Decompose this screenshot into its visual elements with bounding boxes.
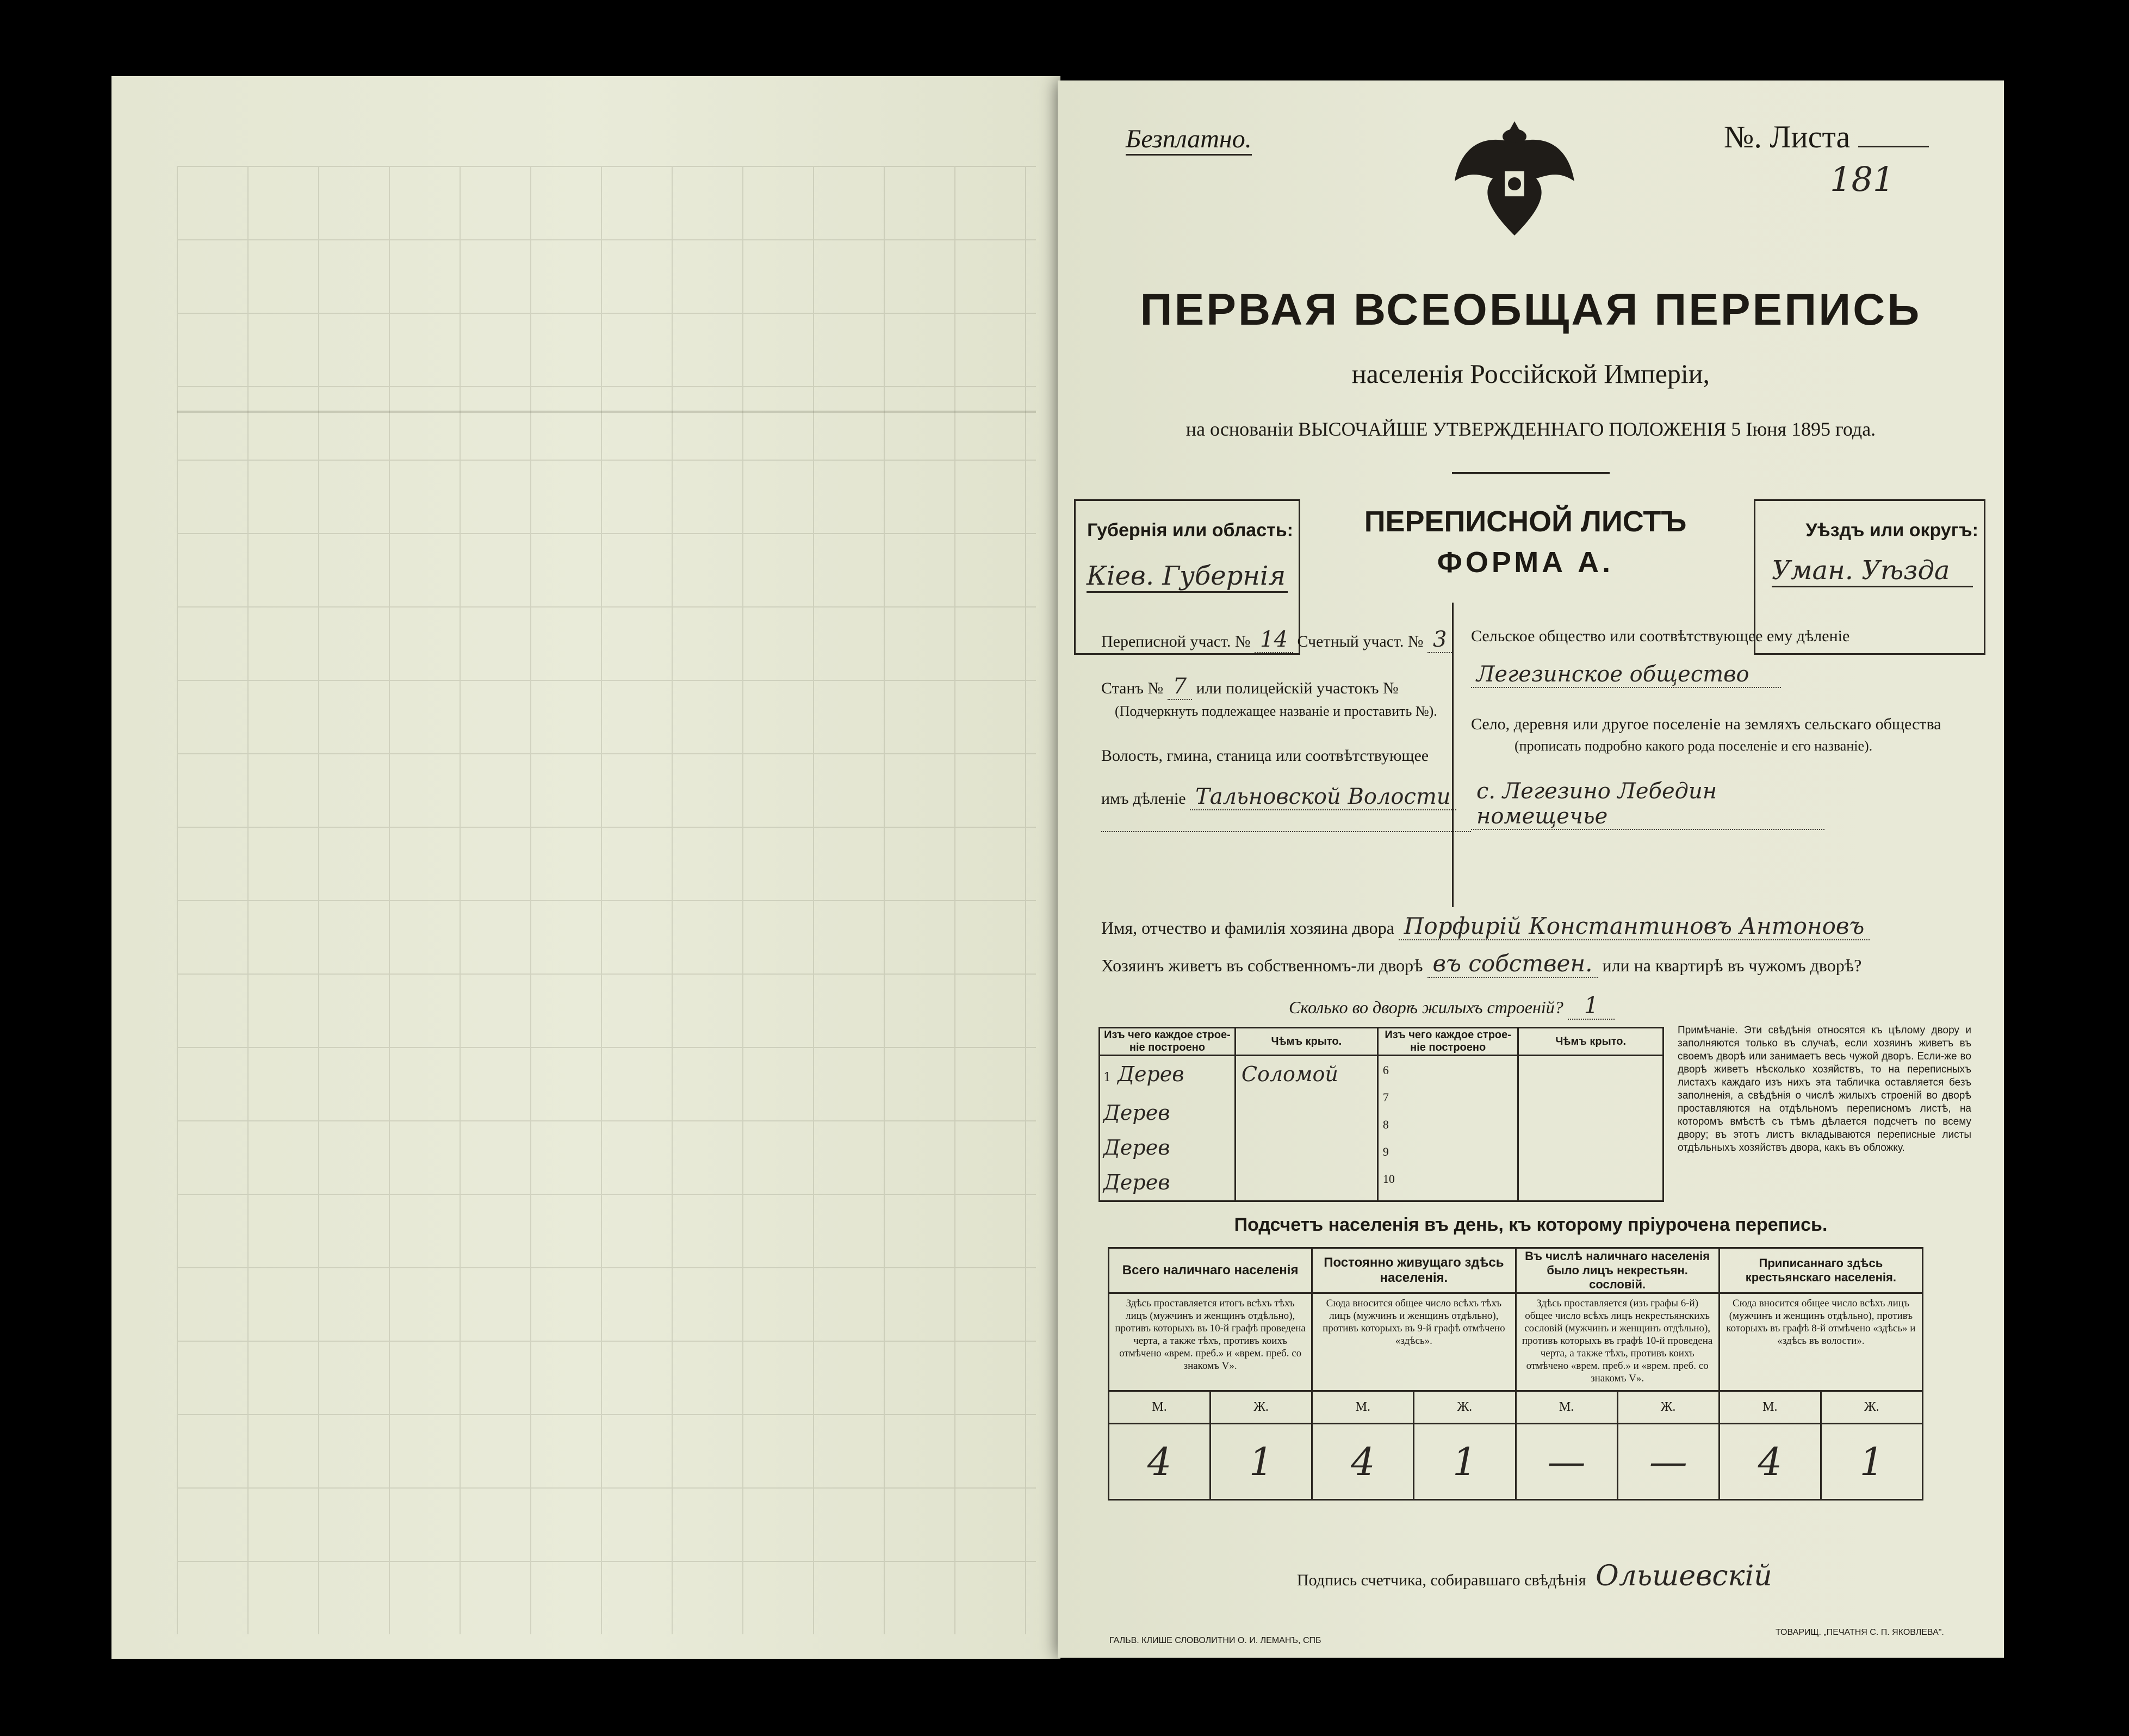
buildings-right-numbers [1377, 1056, 1518, 1201]
count-header-permanent: Постоянно живущаго здѣсь населенія. [1312, 1248, 1516, 1293]
row-number: 7 [1382, 1090, 1389, 1104]
left-fields [1101, 611, 1493, 832]
owner-lives-value: въ собствен. [1427, 950, 1598, 978]
building-material: Дерев [1103, 1170, 1170, 1194]
right-fields [1471, 611, 1971, 830]
signature-line [1297, 1560, 1772, 1592]
buildings-right-roof-cell [1518, 1056, 1664, 1201]
fields-divider [1452, 603, 1454, 907]
buildings-label: Сколько во дворѣ жилыхъ строеній? [1289, 997, 1563, 1017]
stan-value: 7 [1168, 674, 1192, 700]
census-area-value: 14 [1255, 627, 1293, 653]
footer-printer-left: ГАЛЬВ. КЛИШЕ СЛОВОЛИТНИ О. И. ЛЕМАНЪ, СПБ [1109, 1636, 1321, 1645]
free-label: Безплатно. [1126, 124, 1252, 156]
female-label: Ж. [1414, 1391, 1516, 1424]
volost-label-2: имъ дѣленіе [1101, 790, 1186, 808]
left-page-reverse [111, 76, 1060, 1659]
form-type: ФОРМА А. [1437, 546, 1614, 579]
row-number: 10 [1382, 1172, 1395, 1186]
count-desc-nonpeasant: Здѣсь проставляется (изъ графы 6-й) общее число всѣхъ лицъ некрестьянскихъ сословій (мужчинъ и женщинъ отдѣльно), противъ которыхъ въ графѣ 10-й проведена черта, а также тѣхъ, противъ коихъ отмѣчено «врем. преб.» и «врем. преб. со знакомъ V». [1516, 1293, 1719, 1391]
count-desc-permanent: Сюда вносится общее число всѣхъ тѣхъ лицъ (мужчинъ и женщинъ отдѣльно), противъ которыхъ въ 9-й графѣ отмѣчено «здѣсь». [1312, 1293, 1516, 1391]
building-roof: Соломой [1241, 1062, 1338, 1086]
sheet-number-value: 181 [1830, 159, 1895, 199]
count-header-nonpeasant: Въ числѣ наличнаго населенія было лицъ некрестьян. сословій. [1516, 1248, 1719, 1293]
owner-name-label: Имя, отчество и фамилія хозяина двора [1101, 918, 1394, 938]
census-title: ПЕРВАЯ ВСЕОБЩАЯ ПЕРЕПИСЬ [1140, 285, 1922, 334]
counting-area-value: 3 [1427, 627, 1452, 653]
village-value: с. Легезино Лебедин номещечье [1471, 779, 1824, 830]
owner-lives-label: Хозяинъ живетъ въ собственномъ-ли дворѣ [1101, 956, 1423, 975]
male-label: М. [1719, 1391, 1821, 1424]
form-title: ПЕРЕПИСНОЙ ЛИСТЪ [1364, 505, 1687, 538]
count-title: Подсчетъ населенія въ день, къ которому пріурочена перепись. [1234, 1214, 1828, 1235]
building-material: Дерев [1118, 1062, 1184, 1086]
volost-value: Тальновской Волости [1190, 784, 1456, 810]
row-number: 1 [1103, 1071, 1111, 1084]
buildings-table [1098, 1027, 1664, 1202]
buildings-col-roof-2: Чѣмъ крыто. [1518, 1028, 1664, 1056]
census-form-page [1058, 80, 2004, 1658]
female-label: Ж. [1617, 1391, 1719, 1424]
count-value: 4 [1109, 1424, 1211, 1500]
building-material: Дерев [1103, 1136, 1170, 1160]
population-count-table [1108, 1247, 1923, 1501]
buildings-materials-cell [1100, 1056, 1236, 1201]
signature-label: Подпись счетчика, собиравшаго свѣдѣнія [1297, 1571, 1586, 1589]
district-value: Уман. Уѣзда [1772, 555, 1973, 587]
volost-extra-line [1101, 831, 1471, 832]
buildings-col-material: Изъ чего каждое строе- ніе построено [1100, 1028, 1236, 1056]
buildings-value: 1 [1568, 992, 1615, 1020]
count-value: 1 [1211, 1424, 1312, 1500]
count-desc-peasant: Сюда вносится общее число всѣхъ лицъ (мужчинъ и женщинъ отдѣльно), противъ которыхъ въ графѣ 8-й отмѣчено «здѣсь» и «здѣсь въ волости». [1719, 1293, 1922, 1391]
owner-lives-label-2: или на квартирѣ въ чужомъ дворѣ? [1602, 956, 1862, 975]
count-header-peasant: Приписаннаго здѣсь крестьянскаго населенія. [1719, 1248, 1922, 1293]
sheet-number-label: №. Листа [1724, 119, 1851, 154]
count-value: — [1617, 1424, 1719, 1500]
row-number: 8 [1382, 1118, 1389, 1131]
count-value: 4 [1312, 1424, 1414, 1500]
row-number: 9 [1382, 1145, 1389, 1158]
volost-label: Волость, гмина, станица или соотвѣтствующее [1101, 747, 1429, 765]
owner-section [1101, 913, 1971, 1019]
count-value: 4 [1719, 1424, 1821, 1500]
imperial-eagle-icon [1449, 110, 1580, 246]
village-label: Село, деревня или другое поселеніе на земляхъ сельскаго общества [1471, 715, 1941, 733]
female-label: Ж. [1211, 1391, 1312, 1424]
owner-name-value: Порфирій Константиновъ Антоновъ [1399, 913, 1870, 940]
census-basis: на основаніи ВЫСОЧАЙШЕ УТВЕРЖДЕННАГО ПОЛОЖЕНІЯ 5 Іюня 1895 года. [1185, 418, 1876, 440]
society-value: Легезинское общество [1471, 662, 1781, 688]
buildings-note: Примѣчаніе. Эти свѣдѣнія относятся къ цѣлому двору и заполняются только въ случаѣ, если хозяинъ живетъ въ своемъ дворѣ или занимаетъ весь чужой дворъ. Если-же во дворѣ живетъ нѣсколько хозяйствъ, то на переписныхъ листахъ каждаго изъ нихъ эта табличка оставляется безъ заполненія, а свѣдѣнія о числѣ жилыхъ строеній во дворѣ проставляются на отдѣльномъ переписномъ листѣ, на которомъ вмѣстѣ съ тѣмъ дѣлается подсчетъ по всему двору; въ этотъ листъ вкладываются переписные листы отдѣльныхъ хозяйствъ двора, какъ въ обложку. [1678, 1025, 1971, 1154]
count-header-present: Всего наличнаго населенія [1109, 1248, 1312, 1293]
society-label: Сельское общество или соотвѣтствующее ему дѣленіе [1471, 627, 1850, 645]
province-label: Губернія или область: [1087, 520, 1293, 541]
building-material: Дерев [1103, 1101, 1170, 1125]
stan-note: (Подчеркнуть подлежащее названіе и проставить №). [1115, 703, 1437, 719]
buildings-col-material-2: Изъ чего каждое строе- ніе построено [1377, 1028, 1518, 1056]
female-label: Ж. [1821, 1391, 1922, 1424]
male-label: М. [1109, 1391, 1211, 1424]
count-desc-present: Здѣсь проставляется итогъ всѣхъ тѣхъ лицъ (мужчинъ и женщинъ отдѣльно), противъ которыхъ въ 10-й графѣ проведена черта, а также тѣхъ, противъ коихъ отмѣчено «врем. преб.» и «врем. преб. со знакомъ V». [1109, 1293, 1312, 1391]
bleed-through-grid [177, 166, 1036, 1634]
row-number: 6 [1382, 1063, 1389, 1077]
buildings-roof-cell [1235, 1056, 1377, 1201]
count-value: 1 [1414, 1424, 1516, 1500]
counting-area-label: Счетный участ. № [1297, 633, 1424, 650]
stan-label: Станъ № [1101, 679, 1164, 697]
census-area-label: Переписной участ. № [1101, 633, 1251, 650]
ornament-divider [1452, 472, 1610, 474]
footer-printer-right: ТОВАРИЩ. „ПЕЧАТНЯ С. П. ЯКОВЛЕВА". [1776, 1628, 1944, 1637]
male-label: М. [1312, 1391, 1414, 1424]
census-subtitle: населенія Россійской Имперіи, [1351, 358, 1710, 389]
police-label: или полицейскій участокъ № [1196, 679, 1399, 697]
signature-value: Ольшевскій [1596, 1560, 1772, 1592]
count-value: 1 [1821, 1424, 1922, 1500]
male-label: М. [1516, 1391, 1617, 1424]
count-value: — [1516, 1424, 1617, 1500]
buildings-col-roof: Чѣмъ крыто. [1235, 1028, 1377, 1056]
district-label: Уѣздъ или округъ: [1805, 520, 1978, 541]
province-value: Кіев. Губернія [1087, 561, 1288, 593]
village-note: (прописать подробно какого рода поселеніе и его названіе). [1514, 738, 1873, 754]
